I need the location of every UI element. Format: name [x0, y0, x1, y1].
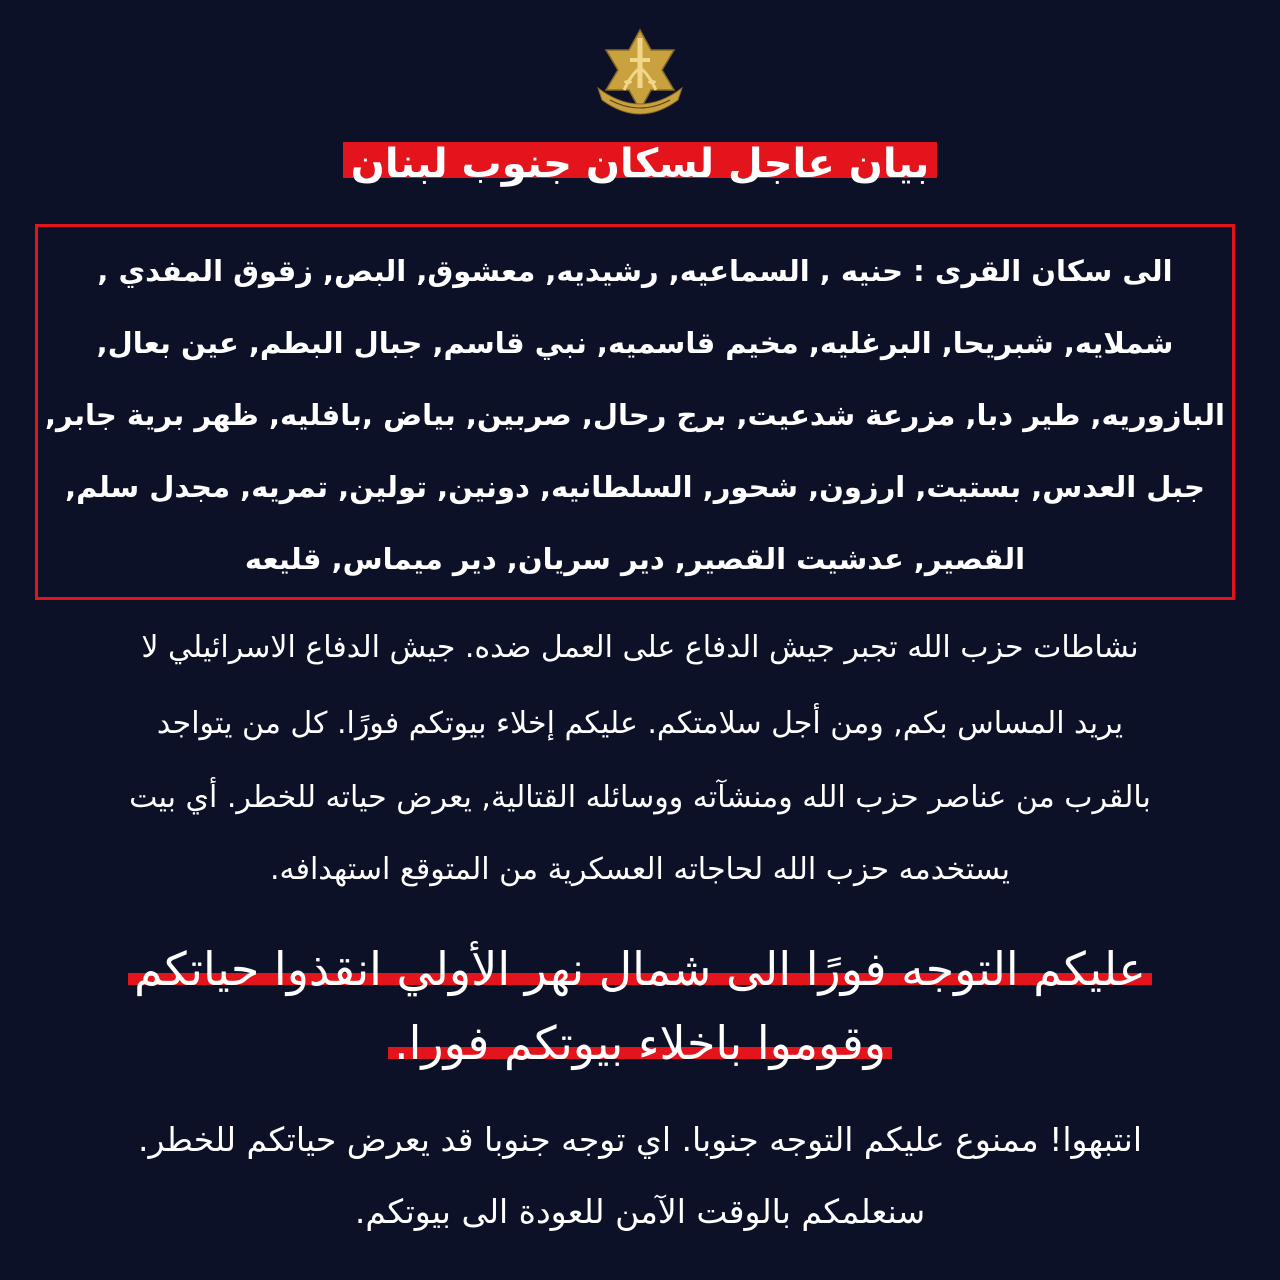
idf-emblem-icon — [590, 28, 690, 118]
urgent-line — [0, 1018, 1280, 1068]
warning-line: سنعلمكم بالوقت الآمن للعودة الى بيوتكم. — [354, 1192, 926, 1231]
village-line: الى سكان القرى : حنيه , السماعيه, رشيديه, معشوق, البص, زقوق المفدي , — [97, 254, 1173, 288]
warning-line: انتبهوا! ممنوع عليكم التوجه جنوبا. اي توجه جنوبا قد يعرض حياتكم للخطر. — [137, 1120, 1143, 1159]
urgent-line — [0, 944, 1280, 994]
body-line: بالقرب من عناصر حزب الله ومنشآته ووسائله القتالية, يعرض حياته للخطر. أي بيت — [129, 780, 1151, 815]
body-line: يستخدمه حزب الله لحاجاته العسكرية من المتوقع استهدافه. — [269, 852, 1011, 887]
village-line: شملايه, شبريحا, البرغليه, مخيم قاسميه, نبي قاسم, جبال البطم, عين بعال, — [96, 326, 1174, 360]
body-line: يريد المساس بكم, ومن أجل سلامتكم. عليكم إخلاء بيوتكم فورًا. كل من يتواجد — [156, 706, 1124, 741]
villages-box — [35, 224, 1235, 600]
village-line: القصير, عدشيت القصير, دير سريان, دير ميماس, قليعه — [244, 542, 1026, 576]
body-line: نشاطات حزب الله تجبر جيش الدفاع على العمل ضده. جيش الدفاع الاسرائيلي لا — [141, 630, 1139, 665]
village-line: البازوريه, طير دبا, مزرعة شدعيت, برج رحال, صربين, بياض ,بافليه, ظهر برية جابر, — [45, 398, 1225, 432]
urgent-text: عليكم التوجه فورًا الى شمال نهر الأولي انقذوا حياتكم — [128, 944, 1152, 994]
page-title: بيان عاجل لسكان جنوب لبنان — [343, 142, 938, 178]
urgent-text: وقوموا باخلاء بيوتكم فورا. — [388, 1018, 892, 1068]
title-wrap — [0, 141, 1280, 187]
village-line: جبل العدس, بستيت, ارزون, شحور, السلطانيه, دونين, تولين, تمريه, مجدل سلم, — [65, 470, 1205, 504]
